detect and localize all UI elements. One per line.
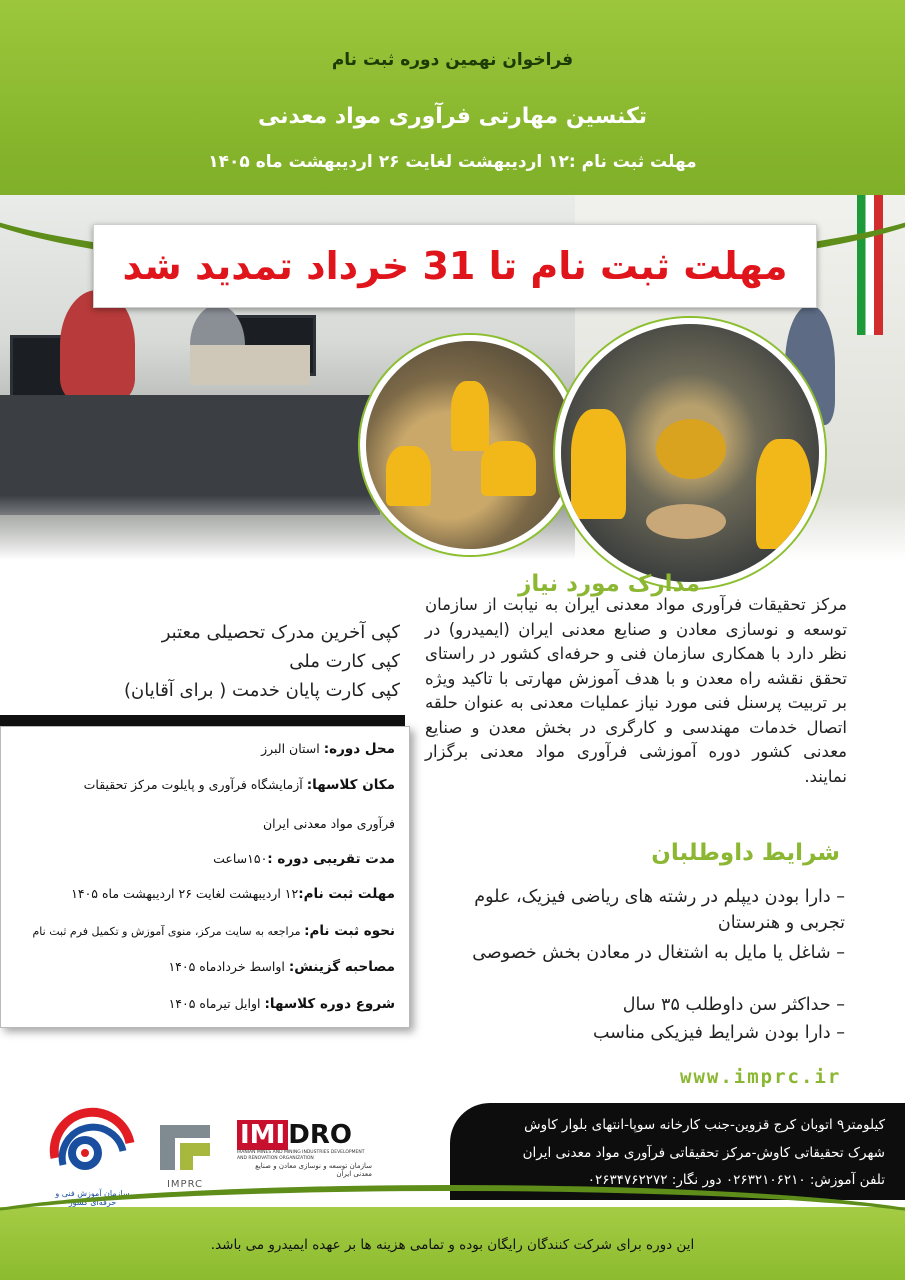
worker-image bbox=[756, 439, 811, 549]
document-item: کپی آخرین مدرک تحصیلی معتبر bbox=[161, 622, 400, 643]
machine-image bbox=[656, 419, 726, 479]
conditions-title: شرایط داوطلبان bbox=[651, 840, 840, 866]
contact-phones: تلفن آموزش: ۰۲۶۳۲۱۰۶۲۱۰ دور نگار: ۰۲۶۳۴۷۶۲۲۷۲ bbox=[587, 1172, 885, 1188]
worker-image bbox=[451, 381, 489, 451]
footer-curve bbox=[0, 1185, 905, 1271]
imprc-logo-text: IMPRC bbox=[166, 1179, 204, 1190]
info-class-place-cont: فرآوری مواد معدنی ایران bbox=[262, 816, 395, 831]
website-link[interactable]: www.imprc.ir bbox=[680, 1066, 842, 1088]
registration-deadline: مهلت ثبت نام :۱۲ اردیبهشت لغایت ۲۶ اردیبهشت ماه ۱۴۰۵ bbox=[208, 152, 697, 172]
condition-item: – حداکثر سن داوطلب ۳۵ سال bbox=[622, 995, 845, 1015]
worker-image bbox=[481, 441, 536, 496]
imprc-logo bbox=[155, 1120, 215, 1200]
address-line-1: کیلومتر۹ اتوبان کرج قزوین-جنب کارخانه سوپا-انتهای بلوار کاوش bbox=[524, 1117, 885, 1133]
workshop-photo-right bbox=[555, 318, 825, 588]
info-class-place: مکان کلاسها: آزمایشگاه فرآوری و پایلوت مرکز تحقیقات bbox=[83, 777, 395, 793]
worker-image bbox=[571, 409, 626, 519]
worker-image bbox=[386, 446, 431, 506]
info-method: نحوه ثبت نام: مراجعه به سایت مرکز، منوی آموزش و تکمیل فرم ثبت نام bbox=[32, 923, 395, 939]
info-start: شروع دوره کلاسها: اوایل تیرماه ۱۴۰۵ bbox=[168, 996, 395, 1012]
document-item: کپی کارت پایان خدمت ( برای آقایان) bbox=[123, 680, 400, 701]
workshop-photo-left bbox=[360, 335, 580, 555]
imidro-logo-im: IMI bbox=[237, 1120, 288, 1150]
course-title: تکنسین مهارتی فرآوری مواد معدنی bbox=[257, 104, 648, 129]
call-title: فراخوان نهمین دوره ثبت نام bbox=[331, 50, 574, 70]
info-location: محل دوره: استان البرز bbox=[261, 741, 395, 757]
tvto-logo bbox=[45, 1103, 140, 1207]
extension-notice bbox=[93, 224, 817, 308]
address-line-2: شهرک تحقیقاتی کاوش-مرکز تحقیقاتی فرآوری مواد معدنی ایران bbox=[522, 1145, 885, 1161]
condition-item: – دارا بودن دیپلم در رشته های ریاضی فیزیک، علوم تجربی و هنرستان bbox=[474, 887, 845, 933]
condition-item: – شاغل یا مایل به اشتغال در معادن بخش خصوصی bbox=[472, 943, 845, 963]
footer-note: این دوره برای شرکت کنندگان رایگان بوده و تمامی هزینه ها بر عهده ایمیدرو می باشد. bbox=[210, 1237, 695, 1253]
imidro-logo-en: IRANIAN MINES AND MINING INDUSTRIES DEVELOPMENT AND RENOVATION ORGANIZATION bbox=[237, 1150, 365, 1161]
desk-items-image bbox=[190, 345, 310, 385]
document-item: کپی کارت ملی bbox=[289, 651, 400, 672]
imidro-logo-fa: سازمان توسعه و نوسازی معادن و صنایع معدنی ایران bbox=[255, 1162, 372, 1178]
imidro-logo-dro: DRO bbox=[288, 1120, 352, 1150]
documents-title: مدارک مورد نیاز bbox=[518, 571, 700, 597]
info-duration: مدت تقریبی دوره :۱۵۰ساعت bbox=[213, 851, 395, 867]
pan-image bbox=[646, 504, 726, 539]
course-info-box bbox=[0, 726, 410, 1028]
info-deadline: مهلت ثبت نام:۱۲ اردیبهشت لغایت ۲۶ اردیبهشت ماه ۱۴۰۵ bbox=[71, 886, 395, 902]
info-interview: مصاحبه گزینش: اواسط خردادماه ۱۴۰۵ bbox=[168, 959, 395, 975]
condition-item: – دارا بودن شرایط فیزیکی مناسب bbox=[592, 1023, 845, 1043]
extension-notice-text: مهلت ثبت نام تا 31 خرداد تمدید شد bbox=[122, 244, 788, 288]
intro-paragraph: مرکز تحقیقات فرآوری مواد معدنی ایران به نیابت از سازمان توسعه و نوسازی معادن و صنایع معدنی ایران (ایمیدرو) در نظر دارد با همکاری سازمان فنی و حرفه‌ای کشور در راستای تحقق نقشه راه معدن و با هدف آموزش مهارتی با تاکید ویژه بر تربیت پرسنل فنی مورد نیاز عملیات معدنی به عنوان حلقه اتصال خدمات مهندسی و کارگری در بخش معدن و صنایع معدنی کشور دوره آموزشی فرآوری مواد معدنی برگزار نمایند. bbox=[425, 595, 847, 786]
tvto-logo-caption: سازمان آموزش فنی و حرفه‌ای کشور bbox=[55, 1189, 130, 1207]
